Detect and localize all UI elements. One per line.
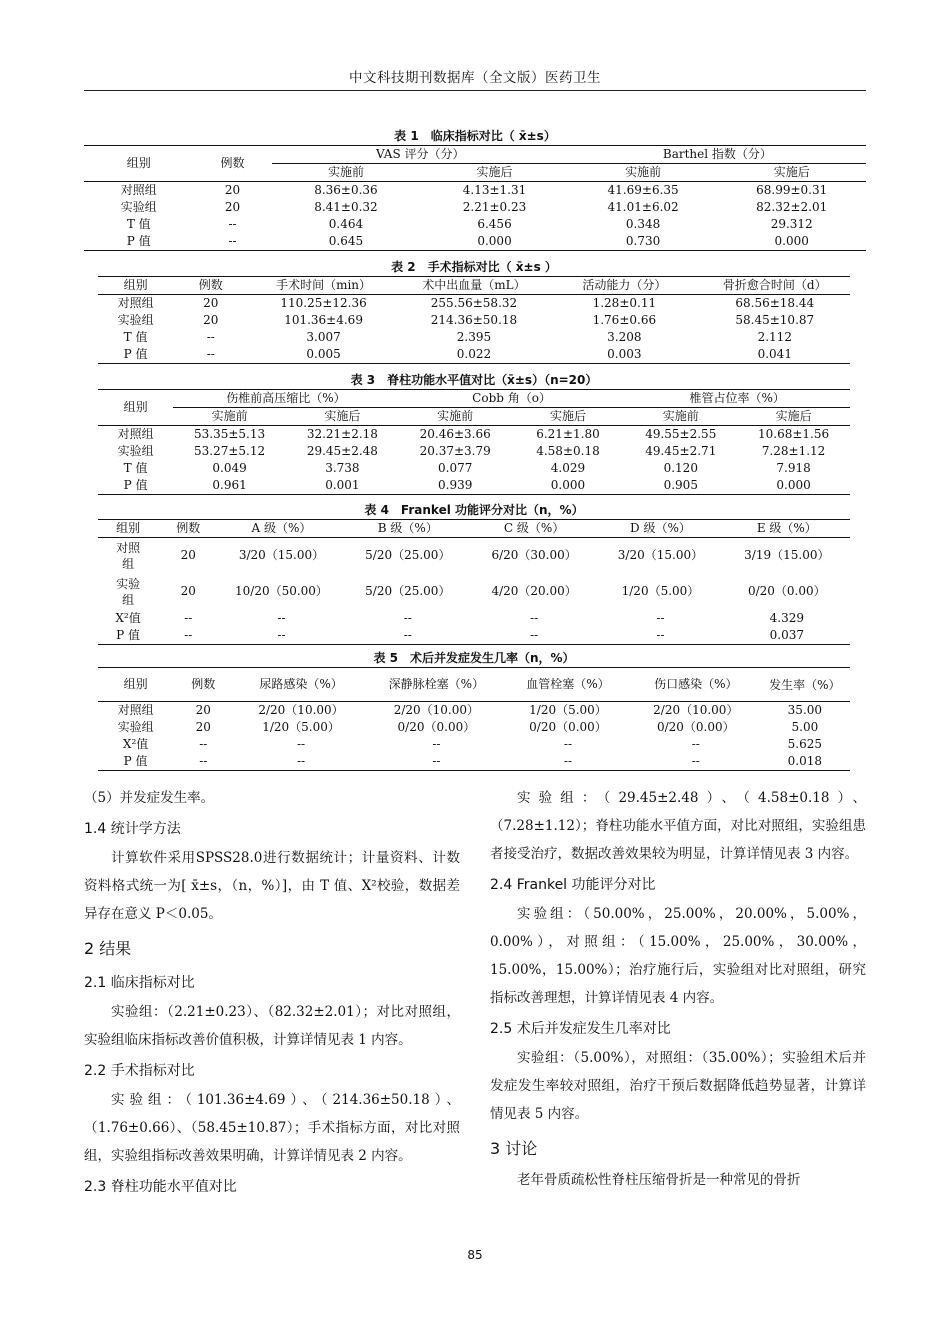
table-2	[98, 259, 850, 364]
table-cell: 10/20（50.00）	[235, 584, 328, 598]
col-header-before: 实施前	[437, 409, 474, 423]
table-cell: 4.58±0.18	[536, 444, 600, 458]
table-cell: T 值	[123, 330, 148, 344]
col-header-before: 实施前	[327, 165, 364, 179]
table-cell: 实验组	[120, 200, 157, 214]
table-cell: 5.00	[791, 720, 819, 734]
table-cell: 3/20（15.00）	[218, 538, 344, 574]
table-cell: X²值	[122, 737, 149, 751]
table-cell: 2.112	[757, 330, 792, 344]
header-rule	[84, 90, 866, 91]
table-cell: P 值	[84, 233, 193, 251]
left-column	[84, 784, 460, 1202]
column-header: 术中出血量（mL）	[399, 277, 549, 295]
running-header: 中文科技期刊数据库（全文版）医药卫生	[349, 70, 601, 86]
table-3-caption: 表 3 脊柱功能水平值对比（x̄±s）（n=20）	[350, 373, 598, 387]
table-cell: --	[193, 233, 271, 251]
column-header: D 级（%）	[597, 520, 723, 538]
table-cell: 0.022	[399, 346, 549, 364]
table-cell: 5.625	[787, 737, 823, 751]
table-cell: 0.000	[737, 477, 850, 495]
table-cell: 20	[193, 182, 271, 200]
table-cell: 20.46±3.66	[399, 426, 512, 444]
table-cell: 110.25±12.36	[248, 295, 398, 313]
col-header-after: 实施后	[549, 409, 586, 423]
table-cell: 0.001	[286, 477, 399, 495]
table-cell: 3.007	[306, 330, 341, 344]
col-header-after: 实施后	[476, 165, 513, 179]
table-cell: 0.348	[625, 217, 661, 231]
table-cell: 0.730	[569, 233, 718, 251]
table-cell: --	[233, 753, 368, 771]
paragraph: （5）并发症发生率。	[84, 790, 215, 806]
col-header-height-ratio: 伤椎前高压缩比（%）	[173, 390, 399, 408]
table-cell: 20	[203, 313, 219, 327]
column-header: 组别	[98, 668, 173, 702]
table-cell: 实验组	[117, 444, 154, 458]
table-cell: 20	[173, 295, 248, 313]
table-cell: 0/20（0.00）	[397, 720, 476, 734]
table-row	[98, 702, 850, 720]
table-cell: --	[218, 627, 344, 645]
table-cell: P 值	[98, 627, 158, 645]
table-row	[98, 627, 850, 645]
table-cell: 0.037	[724, 627, 850, 645]
table-cell: 7.918	[776, 461, 811, 475]
table-cell: 1.28±0.11	[549, 295, 699, 313]
col-header-vas: VAS 评分（分）	[272, 146, 569, 164]
table-row	[98, 477, 850, 495]
table-cell: 对照组	[98, 702, 173, 720]
table-cell: 20.37±3.79	[419, 444, 491, 458]
table-cell: 0.041	[700, 346, 850, 364]
table-cell: 4.029	[550, 461, 586, 475]
table-cell: --	[369, 753, 504, 771]
table-row	[98, 295, 850, 313]
table-cell: 4/20（20.00）	[491, 584, 577, 598]
column-header: 例数	[158, 520, 218, 538]
table-cell: 0.005	[248, 346, 398, 364]
table-cell: 3/19（15.00）	[724, 538, 850, 574]
table-cell: 0.018	[760, 753, 850, 771]
table-cell: 0/20（0.00）	[747, 584, 826, 598]
table-cell: 20	[195, 720, 211, 734]
table-cell: 20	[180, 584, 196, 598]
table-row	[98, 329, 850, 346]
table-cell: 4.329	[769, 610, 804, 625]
table-cell: 10.68±1.56	[737, 426, 850, 444]
paragraph: 计算软件采用SPSS28.0进行数据统计；计量资料、计数资料格式统一为[ x̄±s，（n，%）]，由 T 值、X²校验，数据差异存在意义 P＜0.05。	[84, 850, 460, 922]
table-cell: 0.961	[173, 477, 286, 495]
col-header-before: 实施前	[211, 409, 248, 423]
table-cell: 0/20（0.00）	[529, 720, 607, 734]
table-5	[98, 650, 850, 771]
column-header: A 级（%）	[218, 520, 344, 538]
table-row	[84, 182, 866, 200]
table-4	[98, 502, 850, 645]
column-header: C 级（%）	[471, 520, 597, 538]
table-cell: 实验组	[117, 313, 154, 327]
table-row	[98, 753, 850, 771]
table-cell: --	[173, 346, 248, 364]
table-cell: 0.003	[549, 346, 699, 364]
table-cell: 68.56±18.44	[700, 295, 850, 313]
table-cell: 0.049	[212, 461, 247, 475]
table-cell: --	[403, 610, 412, 625]
table-row	[84, 216, 866, 233]
table-cell: 3.738	[325, 461, 360, 475]
paragraph: 实验组：（50.00%，25.00%，20.00%，5.00%，0.00%），对照组：（15.00%，25.00%，30.00%，15.00%，15.00%）；治疗施行后，实验组对比对照组，研究指标改善理想，计算详情见表 4 内容。	[490, 906, 866, 1006]
table-cell: 0.645	[272, 233, 421, 251]
table-row	[98, 538, 850, 574]
table-1-caption: 表 1 临床指标对比（ x̄±s）	[394, 129, 556, 143]
section-heading-2-2: 2.2 手术指标对比	[84, 1063, 195, 1079]
column-header: 尿路感染（%）	[233, 668, 368, 702]
table-cell: --	[432, 737, 441, 751]
column-header: 例数	[173, 277, 248, 295]
table-cell: --	[691, 737, 700, 751]
table-cell: 5/20（25.00）	[365, 584, 451, 598]
table-cell: 1/20（5.00）	[621, 584, 700, 598]
table-cell: P 值	[98, 477, 173, 495]
table-cell: --	[471, 627, 597, 645]
table-row	[98, 610, 850, 627]
table-row	[98, 312, 850, 329]
table-cell: X²值	[115, 610, 141, 625]
table-cell: T 值	[123, 461, 148, 475]
table-cell: 49.55±2.55	[624, 426, 737, 444]
table-cell: --	[173, 753, 233, 771]
table-cell: 20	[224, 200, 241, 214]
col-header-barthel: Barthel 指数（分）	[569, 146, 866, 164]
table-cell: 0.000	[420, 233, 569, 251]
table-cell: --	[206, 330, 215, 344]
table-cell: 214.36±50.18	[430, 313, 518, 327]
column-header: B 级（%）	[345, 520, 471, 538]
table-cell: 0.120	[663, 461, 698, 475]
table-cell: 对照组	[98, 426, 173, 444]
table-cell: 5/20（25.00）	[345, 538, 471, 574]
table-cell: 82.32±2.01	[756, 200, 828, 214]
table-row	[98, 736, 850, 753]
table-cell: 68.99±0.31	[717, 182, 866, 200]
table-cell: 4.13±1.31	[420, 182, 569, 200]
table-cell: --	[184, 610, 193, 625]
table-cell: 1/20（5.00）	[504, 702, 632, 720]
table-cell: --	[504, 753, 632, 771]
table-cell: --	[296, 737, 306, 751]
table-row	[98, 346, 850, 364]
col-header-after: 实施后	[324, 409, 361, 423]
col-header-n: 例数	[193, 146, 271, 182]
table-cell: --	[345, 627, 471, 645]
table-cell: 0.000	[717, 233, 866, 251]
table-cell: 6.21±1.80	[512, 426, 625, 444]
table-row	[98, 574, 850, 610]
table-row	[84, 199, 866, 216]
paragraph: 实验组：（5.00%），对照组：（35.00%）；实验组术后并发症发生率较对照组，治疗干预后数据降低趋势显著，计算详情见表 5 内容。	[490, 1050, 866, 1122]
table-cell: 7.28±1.12	[761, 444, 826, 458]
table-row	[98, 426, 850, 444]
col-header-after: 实施后	[773, 165, 810, 179]
table-cell: 20	[173, 702, 233, 720]
table-cell: T 值	[126, 217, 151, 231]
col-header-cobb: Cobb 角（o）	[399, 390, 625, 408]
table-cell: 1/20（5.00）	[262, 720, 340, 734]
table-cell: 6.456	[477, 217, 512, 231]
table-cell: 对照组	[98, 538, 158, 574]
section-heading-2-4: 2.4 Frankel 功能评分对比	[490, 877, 656, 893]
column-header: 组别	[98, 277, 173, 295]
section-heading-2-3: 2.3 脊柱功能水平值对比	[84, 1179, 237, 1195]
table-cell: 2.395	[456, 330, 492, 344]
table-cell: --	[563, 737, 573, 751]
col-header-group: 组别	[84, 146, 193, 182]
table-row	[84, 233, 866, 251]
col-header-group: 组别	[98, 390, 173, 426]
table-row	[98, 719, 850, 736]
table-cell: 对照组	[84, 182, 193, 200]
paragraph: 实验组：（101.36±4.69）、（214.36±50.18）、（1.76±0.66）、（58.45±10.87）；手术指标方面，对比对照组，实验组指标改善效果明确，计算详情见表 2 内容。	[84, 1092, 460, 1164]
table-1	[84, 128, 866, 251]
table-cell: 49.45±2.71	[645, 444, 717, 458]
table-cell: 53.35±5.13	[173, 426, 286, 444]
column-header: 发生率（%）	[760, 668, 850, 702]
section-heading-3: 3 讨论	[490, 1139, 538, 1158]
table-cell: --	[199, 737, 208, 751]
section-heading-1-4: 1.4 统计学方法	[84, 821, 181, 837]
table-4-caption: 表 4 Frankel 功能评分对比（n，%）	[364, 503, 584, 517]
column-header: 活动能力（分）	[549, 277, 699, 295]
column-header: E 级（%）	[724, 520, 850, 538]
table-cell: 2/20（10.00）	[369, 702, 504, 720]
table-cell: 0.077	[438, 461, 473, 475]
paragraph: 实验组：（29.45±2.48）、（4.58±0.18）、（7.28±1.12）；脊柱功能水平值方面，对比对照组，实验组患者接受治疗，数据改善效果较为明显，计算详情见表 3 内容。	[490, 790, 866, 862]
table-cell: 3.208	[607, 330, 642, 344]
column-header: 伤口感染（%）	[632, 668, 760, 702]
table-cell: 2/20（10.00）	[233, 702, 368, 720]
table-cell: --	[228, 217, 237, 231]
table-cell: 0.905	[624, 477, 737, 495]
table-cell: 2.21±0.23	[462, 200, 527, 214]
table-cell: 0.464	[328, 217, 364, 231]
table-cell: 实验组	[117, 720, 154, 734]
table-cell: 35.00	[760, 702, 850, 720]
table-cell: 41.69±6.35	[569, 182, 718, 200]
col-header-after: 实施后	[775, 409, 812, 423]
column-header: 深静脉栓塞（%）	[369, 668, 504, 702]
table-cell: 8.41±0.32	[314, 200, 378, 214]
col-header-before: 实施前	[625, 165, 662, 179]
table-row	[98, 443, 850, 460]
right-column	[490, 784, 866, 1194]
paragraph: 实验组：（2.21±0.23）、（82.32±2.01）；对比对照组，实验组临床指标改善价值积极，计算详情见表 1 内容。	[84, 1004, 460, 1048]
table-cell: --	[597, 627, 723, 645]
section-heading-2-5: 2.5 术后并发症发生几率对比	[490, 1021, 671, 1037]
column-header: 组别	[98, 520, 158, 538]
section-heading-2: 2 结果	[84, 939, 132, 958]
table-cell: 41.01±6.02	[607, 200, 679, 214]
table-3	[98, 372, 850, 495]
table-cell: 2/20（10.00）	[632, 702, 760, 720]
table-cell: 6/20（30.00）	[471, 538, 597, 574]
table-cell: P 值	[98, 346, 173, 364]
section-heading-2-1: 2.1 临床指标对比	[84, 975, 195, 991]
table-cell: 0.939	[399, 477, 512, 495]
table-cell: 20	[158, 538, 218, 574]
col-header-canal: 椎管占位率（%）	[624, 390, 850, 408]
table-cell: 53.27±5.12	[194, 444, 266, 458]
page-number: 85	[467, 1248, 483, 1262]
table-cell: 3/20（15.00）	[597, 538, 723, 574]
column-header: 血管栓塞（%）	[504, 668, 632, 702]
table-2-caption: 表 2 手术指标对比（ x̄±s ）	[391, 260, 557, 274]
paragraph: 老年骨质疏松性脊柱压缩骨折是一种常见的骨折	[517, 1172, 801, 1188]
table-cell: 实验组	[116, 576, 141, 607]
table-cell: P 值	[98, 753, 173, 771]
column-header: 例数	[173, 668, 233, 702]
table-5-caption: 表 5 术后并发症发生几率（n，%）	[373, 651, 575, 665]
col-header-before: 实施前	[662, 409, 699, 423]
table-cell: --	[632, 753, 760, 771]
table-cell: --	[277, 610, 286, 625]
table-row	[98, 460, 850, 477]
table-cell: --	[158, 627, 218, 645]
table-cell: 101.36±4.69	[284, 313, 363, 327]
table-cell: 对照组	[98, 295, 173, 313]
table-cell: 8.36±0.36	[272, 182, 421, 200]
table-cell: 29.312	[770, 217, 813, 231]
table-cell: 29.45±2.48	[306, 444, 378, 458]
table-cell: --	[530, 610, 539, 625]
table-cell: 0/20（0.00）	[656, 720, 735, 734]
table-cell: --	[656, 610, 665, 625]
column-header: 骨折愈合时间（d）	[700, 277, 850, 295]
table-cell: 255.56±58.32	[399, 295, 549, 313]
table-cell: 1.76±0.66	[592, 313, 657, 327]
column-header: 手术时间（min）	[248, 277, 398, 295]
table-cell: 0.000	[512, 477, 625, 495]
table-cell: 58.45±10.87	[735, 313, 815, 327]
table-cell: 32.21±2.18	[286, 426, 399, 444]
